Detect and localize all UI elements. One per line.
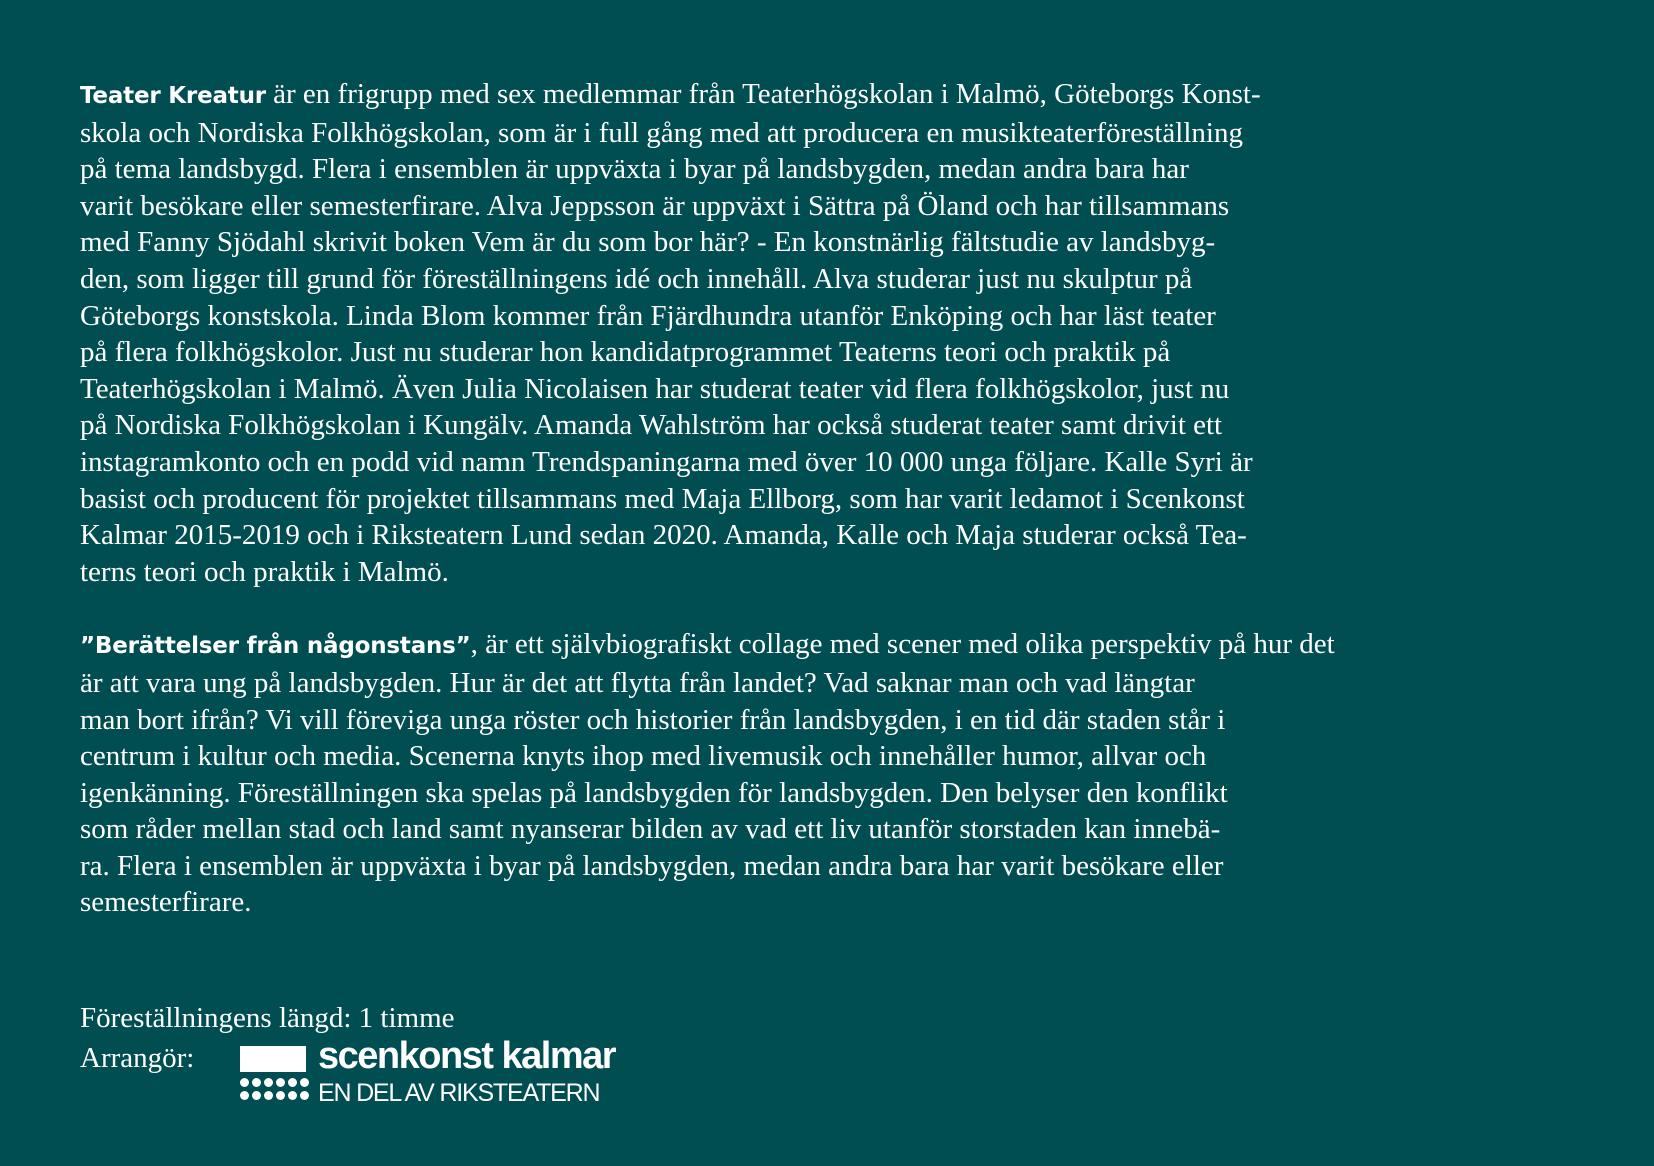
- intro-line: basist och producent för projektet tillsammans med Maja Ellborg, som har varit ledamot i Scenkonst: [80, 482, 1245, 515]
- paragraph-spacer: [80, 590, 1600, 626]
- logo-dots-icon: [240, 1078, 310, 1104]
- intro-line: Kalmar 2015-2019 och i Riksteatern Lund sedan 2020. Amanda, Kalle och Maja studerar också Tea-: [80, 519, 1247, 552]
- description-line: [80, 626, 1600, 665]
- intro-line: terns teori och praktik i Malmö.: [80, 555, 449, 588]
- logo-block-icon: [240, 1046, 306, 1072]
- intro-line: Teaterhögskolan i Malmö. Även Julia Nicolaisen har studerat teater vid flera folkhögskolor, just nu: [80, 372, 1230, 405]
- description-line-text: , är ett självbiografiskt collage med scener med olika perspektiv på hur det: [470, 628, 1335, 661]
- logo-name: scenkonst kalmar: [318, 1035, 616, 1077]
- arranger-row: [80, 1035, 616, 1108]
- intro-line: med Fanny Sjödahl skrivit boken Vem är du som bor här? - En konstnärlig fältstudie av landsbyg-: [80, 226, 1216, 259]
- footer: [80, 998, 616, 1108]
- intro-lead: Teater Kreatur: [80, 83, 266, 109]
- duration-text: Föreställningens längd: 1 timme: [80, 1002, 455, 1034]
- intro-paragraph: [80, 76, 1600, 590]
- intro-line: instagramkonto och en podd vid namn Trendspaningarna med över 10 000 unga följare. Kalle Syri är: [80, 445, 1253, 478]
- intro-line: den, som ligger till grund för föreställningens idé och innehåll. Alva studerar just nu skulptur på: [80, 262, 1193, 295]
- intro-line: Göteborgs konstskola. Linda Blom kommer från Fjärdhundra utanför Enköping och har läst teater: [80, 299, 1216, 332]
- intro-line-text: är en frigrupp med sex medlemmar från Teaterhögskolan i Malmö, Göteborgs Konst-: [265, 78, 1261, 110]
- arranger-label: Arrangör:: [80, 1042, 195, 1074]
- intro-line: skola och Nordiska Folkhögskolan, som är i full gång med att producera en musikteaterföreställning: [80, 116, 1243, 149]
- description-line: ra. Flera i ensemblen är uppväxta i byar på landsbygden, medan andra bara har varit besökare eller: [80, 849, 1224, 882]
- description-line: centrum i kultur och media. Scenerna knyts ihop med livemusik och innehåller humor, allvar och: [80, 740, 1207, 773]
- intro-line: på tema landsbygd. Flera i ensemblen är uppväxta i byar på landsbygden, medan andra bara har: [80, 153, 1189, 186]
- intro-line: varit besökare eller semesterfirare. Alva Jeppsson är uppväxt i Sättra på Öland och har tillsammans: [80, 189, 1230, 222]
- description-line: semesterfirare.: [80, 886, 252, 919]
- description-line: är att vara ung på landsbygden. Hur är det att flytta från landet? Vad saknar man och vad längtar: [80, 666, 1195, 699]
- logo-subtitle: EN DEL AV RIKSTEATERN: [318, 1079, 600, 1107]
- description-line: som råder mellan stad och land samt nyanserar bilden av vad ett liv utanför storstaden kan innebä-: [80, 813, 1221, 846]
- intro-line: [80, 76, 1600, 115]
- intro-line: på Nordiska Folkhögskolan i Kungälv. Amanda Wahlström har också studerat teater samt drivit ett: [80, 409, 1223, 442]
- description-lead: ”Berättelser från någonstans”: [80, 633, 471, 660]
- description-paragraph: [80, 626, 1600, 921]
- document-body: [80, 76, 1600, 921]
- scenkonst-kalmar-logo: [240, 1035, 660, 1107]
- description-line: man bort ifrån? Vi vill föreviga unga röster och historier från landsbygden, i en tid där staden står i: [80, 703, 1226, 736]
- description-line: igenkänning. Föreställningen ska spelas på landsbygden för landsbygden. Den belyser den konflikt: [80, 776, 1228, 809]
- intro-line: på flera folkhögskolor. Just nu studerar hon kandidatprogrammet Teaterns teori och praktik på: [80, 336, 1171, 369]
